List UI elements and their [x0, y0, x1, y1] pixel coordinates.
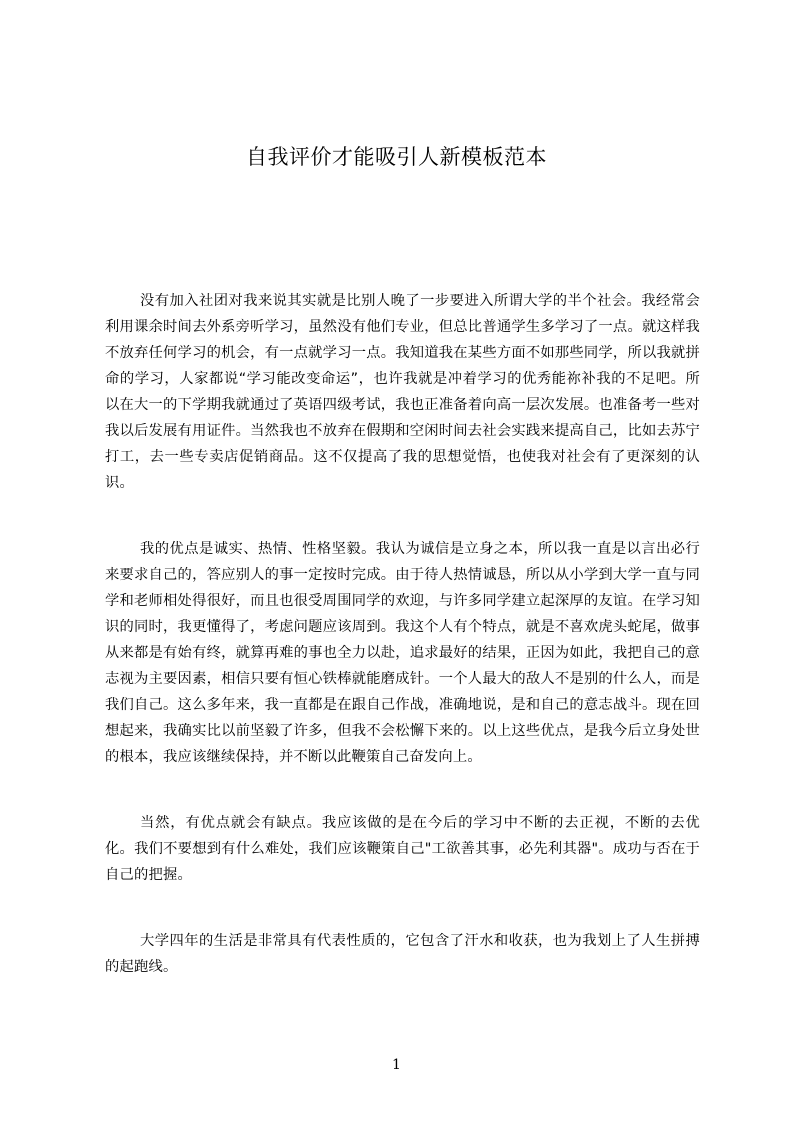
paragraph-4: 大学四年的生活是非常具有代表性质的，它包含了汗水和收获，也为我划上了人生拼搏的起跑线。	[105, 933, 700, 975]
document-title: 自我评价才能吸引人新模板范本	[246, 145, 547, 169]
page-number: 1	[392, 1057, 401, 1073]
paragraph-2: 我的优点是诚实、热情、性格坚毅。我认为诚信是立身之本，所以我一直是以言出必行来要求自己的，答应别人的事一定按时完成。由于待人热情诚恳，所以从小学到大学一直与同学和老师相处得很好，而且也很受周围同学的欢迎，与许多同学建立起深厚的友谊。在学习知识的同时，我更懂得了，考虑问题应该周到。我这个人有个特点，就是不喜欢虎头蛇尾，做事从来都是有始有终，就算再难的事也全力以赴，追求最好的结果，正因为如此，我把自己的意志视为主要因素，相信只要有恒心铁棒就能磨成针。一个人最大的敌人不是别的什么人，而是我们自己。这么多年来，我一直都是在跟自己作战，准确地说，是和自己的意志战斗。现在回想起来，我确实比以前坚毅了许多，但我不会松懈下来的。以上这些优点，是我今后立身处世的根本，我应该继续保持，并不断以此鞭策自己奋发向上。	[105, 541, 700, 765]
paragraph-3: 当然，有优点就会有缺点。我应该做的是在今后的学习中不断的去正视，不断的去优化。我们不要想到有什么难处，我们应该鞭策自己"工欲善其事，必先利其器"。成功与否在于自己的把握。	[105, 815, 700, 883]
paragraph-1: 没有加入社团对我来说其实就是比别人晚了一步要进入所谓大学的半个社会。我经常会利用课余时间去外系旁听学习，虽然没有他们专业，但总比普通学生多学习了一点。就这样我不放弃任何学习的机会，有一点就学习一点。我知道我在某些方面不如那些同学，所以我就拼命的学习，人家都说“学习能改变命运”，也许我就是冲着学习的优秀能祢补我的不足吧。所以在大一的下学期我就通过了英语四级考试，我也正准备着向高一层次发展。也准备考一些对我以后发展有用证件。当然我也不放弃在假期和空闲时间去社会实践来提高自己，比如去苏宁打工，去一些专卖店促销商品。这不仅提高了我的思想觉悟，也使我对社会有了更深刻的认识。	[105, 293, 700, 491]
document-body	[105, 288, 700, 1020]
